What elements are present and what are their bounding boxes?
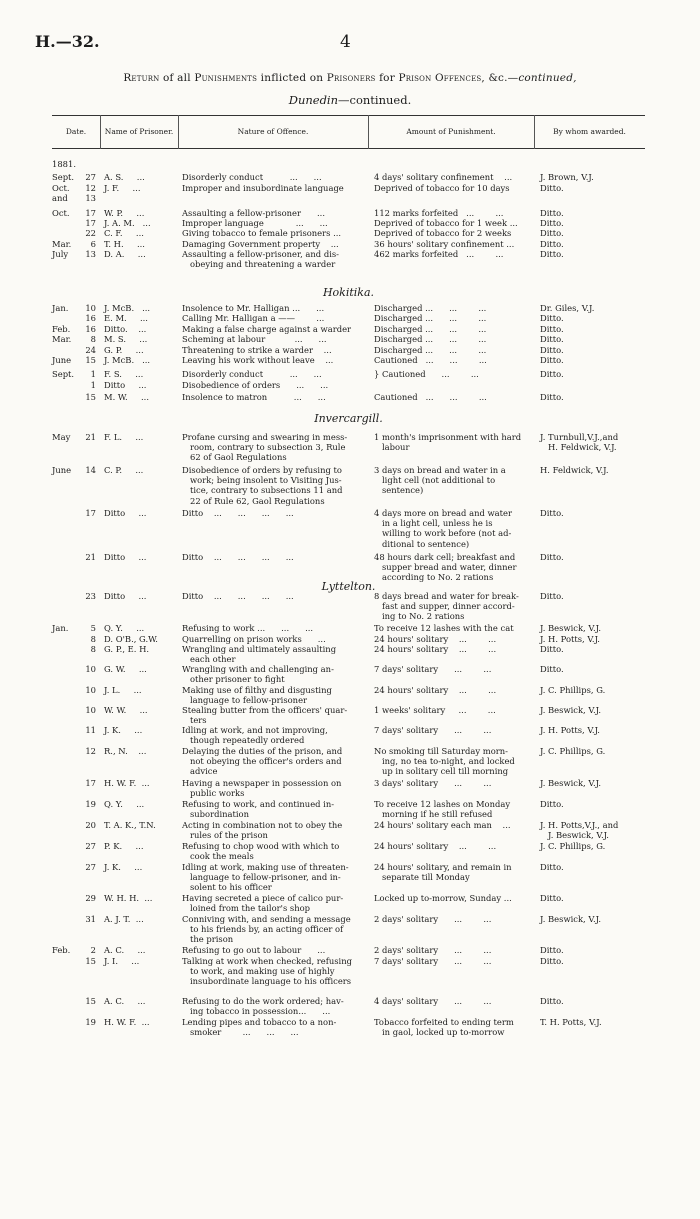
- subtitle-place: Dunedin: [288, 93, 339, 107]
- row-punishment: 48 hours dark cell; breakfast and supper bread and water, dinner according to No. 2 rations: [374, 552, 517, 583]
- row-punishment: Deprived of tobacco for 1 week ...: [374, 218, 518, 228]
- row-punishment: 1 month's imprisonment with hard labour: [374, 432, 522, 453]
- row-day: 17: [85, 508, 96, 518]
- row-prisoner: Q. Y. ...: [104, 799, 145, 809]
- row-prisoner: J. A. M. ...: [104, 218, 151, 228]
- row-punishment: Discharged ... ... ...: [374, 313, 487, 323]
- row-awarded-by: Ditto.: [540, 893, 564, 903]
- row-offence: Idling at work, and not improving, though repeatedly ordered: [182, 725, 328, 746]
- row-punishment: Tobacco forfeited to ending term in gaol, locked up to-morrow: [374, 1017, 514, 1038]
- row-prisoner: Ditto ...: [104, 380, 147, 390]
- row-month: Feb.: [52, 324, 71, 334]
- row-awarded-by: Ditto.: [540, 862, 564, 872]
- row-day: 19: [85, 799, 96, 809]
- row-prisoner: G. P. ...: [104, 345, 144, 355]
- row-punishment: 8 days bread and water for break- fast and supper, dinner accord- ing to No. 2 rations: [374, 591, 519, 622]
- row-offence: Assaulting a fellow-prisoner ...: [182, 208, 325, 218]
- row-punishment: To receive 12 lashes on Monday morning if he still refused: [374, 799, 511, 820]
- row-day: 5: [90, 623, 96, 633]
- title-text: , &c.—: [481, 72, 519, 84]
- row-offence: Making a false charge against a warder: [182, 324, 352, 334]
- row-awarded-by: Ditto.: [540, 218, 564, 228]
- row-month: Sept.: [52, 369, 75, 379]
- row-month: and: [52, 193, 68, 203]
- report-code: H.—32.: [35, 32, 100, 51]
- page-number: 4: [340, 32, 351, 52]
- row-day: 10: [85, 664, 96, 674]
- row-awarded-by: Ditto.: [540, 208, 564, 218]
- row-prisoner: G. P., E. H.: [104, 644, 150, 654]
- row-punishment: 36 hours' solitary confinement ...: [374, 239, 515, 249]
- row-awarded-by: J. Beswick, V.J.: [540, 914, 601, 924]
- row-offence: Disobedience of orders ... ...: [182, 380, 329, 390]
- row-day: 8: [90, 634, 96, 644]
- table-header: [52, 115, 645, 149]
- section-hokitika: Hokitika.: [322, 286, 375, 299]
- row-punishment: 24 hours' solitary ... ...: [374, 841, 497, 851]
- row-day: 17: [85, 778, 96, 788]
- row-day: 1: [90, 380, 96, 390]
- column-divider: [100, 115, 101, 149]
- row-awarded-by: J. H. Potts, V.J.: [540, 634, 600, 644]
- row-offence: Acting in combination not to obey the rules of the prison: [182, 820, 343, 841]
- row-punishment: } Cautioned ... ...: [374, 369, 479, 379]
- title-word: Punishments: [194, 72, 258, 84]
- row-day: 12: [85, 746, 96, 756]
- row-month: Sept.: [52, 172, 75, 182]
- row-awarded-by: J. H. Potts,V.J., and J. Beswick, V.J.: [540, 820, 619, 841]
- row-day: 8: [90, 644, 96, 654]
- row-offence: Improper and insubordinate language: [182, 183, 344, 193]
- row-prisoner: G. W. ...: [104, 664, 147, 674]
- row-punishment: 3 days' solitary ... ...: [374, 778, 492, 788]
- row-day: 13: [85, 193, 96, 203]
- row-awarded-by: Ditto.: [540, 369, 564, 379]
- row-awarded-by: J. Brown, V.J.: [540, 172, 594, 182]
- row-prisoner: J. K. ...: [104, 725, 143, 735]
- row-awarded-by: J. C. Phillips, G.: [540, 685, 606, 695]
- row-offence: Wrangling with and challenging an- other prisoner to fight: [182, 664, 334, 685]
- row-offence: Quarrelling on prison works ...: [182, 634, 326, 644]
- row-offence: Scheming at labour ... ...: [182, 334, 327, 344]
- row-punishment: Deprived of tobacco for 2 weeks: [374, 228, 512, 238]
- row-offence: Insolence to matron ... ...: [182, 392, 326, 402]
- row-month: Jan.: [52, 623, 69, 633]
- row-punishment: Discharged ... ... ...: [374, 334, 487, 344]
- row-offence: Improper language ... ...: [182, 218, 328, 228]
- row-day: 6: [90, 239, 96, 249]
- row-day: 19: [85, 1017, 96, 1027]
- column-divider: [178, 115, 179, 149]
- row-offence: Ditto ... ... ... ...: [182, 552, 294, 562]
- row-day: 15: [85, 355, 96, 365]
- row-day: 16: [85, 324, 96, 334]
- row-prisoner: H. W. F. ...: [104, 778, 150, 788]
- row-prisoner: D. O'B., G.W.: [104, 634, 158, 644]
- row-punishment: Discharged ... ... ...: [374, 345, 487, 355]
- row-offence: Damaging Government property ...: [182, 239, 339, 249]
- row-month: Oct.: [52, 183, 70, 193]
- subtitle-rest: —continued.: [338, 93, 412, 107]
- row-month: June: [52, 465, 72, 475]
- row-punishment: 4 days' solitary confinement ...: [374, 172, 513, 182]
- column-divider: [534, 115, 535, 149]
- row-awarded-by: J. C. Phillips, G.: [540, 746, 606, 756]
- row-month: Mar.: [52, 239, 72, 249]
- row-day: 21: [85, 432, 96, 442]
- row-awarded-by: Ditto.: [540, 799, 564, 809]
- col-awarded-by: By whom awarded.: [553, 126, 626, 136]
- row-offence: Making use of filthy and disgusting language to fellow-prisoner: [182, 685, 332, 706]
- row-offence: Leaving his work without leave ...: [182, 355, 334, 365]
- row-awarded-by: J. Turnbull,V.J.,and H. Feldwick, V.J.: [540, 432, 619, 453]
- row-offence: Lending pipes and tobacco to a non- smoker ... ... ...: [182, 1017, 337, 1038]
- col-date: Date.: [65, 126, 87, 136]
- row-awarded-by: Ditto.: [540, 644, 564, 654]
- row-punishment: 7 days' solitary ... ...: [374, 725, 492, 735]
- row-offence: Profane cursing and swearing in mess- room, contrary to subsection 3, Rule 62 of Gaol Regulations: [182, 432, 348, 463]
- row-awarded-by: J. H. Potts, V.J.: [540, 725, 600, 735]
- col-name: Name of Prisoner.: [104, 126, 174, 136]
- row-punishment: Deprived of tobacco for 10 days: [374, 183, 510, 193]
- row-prisoner: F. S. ...: [104, 369, 144, 379]
- row-day: 10: [85, 705, 96, 715]
- row-prisoner: D. A. ...: [104, 249, 146, 259]
- row-awarded-by: Ditto.: [540, 249, 564, 259]
- row-prisoner: A. C. ...: [104, 945, 146, 955]
- row-offence: Giving tobacco to female prisoners ...: [182, 228, 342, 238]
- row-day: 10: [85, 303, 96, 313]
- row-offence: Talking at work when checked, refusing to work, and making use of highly insubordinate language to his officers: [182, 956, 352, 987]
- row-offence: Refusing to do the work ordered; hav- ing tobacco in possession... ...: [182, 996, 344, 1017]
- row-awarded-by: Ditto.: [540, 324, 564, 334]
- row-punishment: 4 days more on bread and water in a light cell, unless he is willing to work before (not ad- ditional to sentence): [374, 508, 512, 549]
- row-offence: Insolence to Mr. Halligan ... ...: [182, 303, 325, 313]
- row-awarded-by: Ditto.: [540, 183, 564, 193]
- row-day: 14: [85, 465, 96, 475]
- row-month: July: [52, 249, 69, 259]
- row-awarded-by: J. C. Phillips, G.: [540, 841, 606, 851]
- row-offence: Ditto ... ... ... ...: [182, 591, 294, 601]
- row-day: 27: [85, 172, 96, 182]
- row-prisoner: F. L. ...: [104, 432, 144, 442]
- row-offence: Ditto ... ... ... ...: [182, 508, 294, 518]
- row-offence: Threatening to strike a warder ...: [182, 345, 332, 355]
- row-day: 2: [90, 945, 96, 955]
- row-day: 15: [85, 392, 96, 402]
- row-prisoner: W. W. ...: [104, 705, 148, 715]
- row-punishment: 2 days' solitary ... ...: [374, 945, 492, 955]
- row-offence: Conniving with, and sending a message to his friends by, an acting officer of the prison: [182, 914, 351, 945]
- row-month: Oct.: [52, 208, 70, 218]
- row-prisoner: A. C. ...: [104, 996, 146, 1006]
- row-awarded-by: Ditto.: [540, 508, 564, 518]
- row-punishment: 24 hours' solitary each man ...: [374, 820, 511, 830]
- row-punishment: Cautioned ... ... ...: [374, 392, 487, 402]
- row-prisoner: J. McB. ...: [104, 303, 151, 313]
- row-offence: Refusing to work, and continued in- subordination: [182, 799, 335, 820]
- row-punishment: To receive 12 lashes with the cat: [374, 623, 514, 633]
- row-punishment: 7 days' solitary ... ...: [374, 956, 492, 966]
- row-punishment: 24 hours' solitary ... ...: [374, 685, 497, 695]
- row-awarded-by: Ditto.: [540, 313, 564, 323]
- document-title: [40, 72, 660, 84]
- title-word: Prison Offences: [398, 72, 482, 84]
- row-day: 29: [85, 893, 96, 903]
- row-punishment: 4 days' solitary ... ...: [374, 996, 492, 1006]
- row-punishment: 7 days' solitary ... ...: [374, 664, 492, 674]
- row-punishment: Discharged ... ... ...: [374, 324, 487, 334]
- row-prisoner: M. S. ...: [104, 334, 148, 344]
- row-prisoner: T. H. ...: [104, 239, 145, 249]
- row-prisoner: Ditto ...: [104, 591, 147, 601]
- row-offence: Assaulting a fellow-prisoner, and dis- obeying and threatening a warder: [182, 249, 339, 270]
- row-prisoner: Ditto. ...: [104, 324, 147, 334]
- row-day: 31: [85, 914, 96, 924]
- row-awarded-by: Ditto.: [540, 228, 564, 238]
- row-punishment: No smoking till Saturday morn- ing, no tea to-night, and locked up in solitary cell till morning: [374, 746, 515, 777]
- row-month: May: [52, 432, 71, 442]
- row-awarded-by: Ditto.: [540, 591, 564, 601]
- title-continued: continued,: [518, 72, 577, 84]
- row-awarded-by: Ditto.: [540, 664, 564, 674]
- row-day: 10: [85, 685, 96, 695]
- row-punishment: Discharged ... ... ...: [374, 303, 487, 313]
- row-prisoner: J. I. ...: [104, 956, 140, 966]
- row-prisoner: H. W. F. ...: [104, 1017, 150, 1027]
- row-day: 21: [85, 552, 96, 562]
- row-month: Mar.: [52, 334, 72, 344]
- row-offence: Wrangling and ultimately assaulting each other: [182, 644, 337, 665]
- title-word: Return: [123, 72, 160, 84]
- row-day: 22: [85, 228, 96, 238]
- row-awarded-by: Ditto.: [540, 355, 564, 365]
- row-offence: Stealing butter from the officers' quar- ters: [182, 705, 348, 726]
- row-punishment: 112 marks forfeited ... ...: [374, 208, 504, 218]
- document-subtitle: [40, 93, 660, 107]
- row-offence: Having a newspaper in possession on public works: [182, 778, 342, 799]
- row-awarded-by: Ditto.: [540, 996, 564, 1006]
- row-day: 20: [85, 820, 96, 830]
- row-awarded-by: Ditto.: [540, 392, 564, 402]
- row-awarded-by: J. Beswick, V.J.: [540, 778, 601, 788]
- title-text: inflicted on: [257, 72, 327, 84]
- row-prisoner: T. A. K., T.N.: [104, 820, 156, 830]
- row-day: 27: [85, 841, 96, 851]
- row-prisoner: Ditto ...: [104, 552, 147, 562]
- row-awarded-by: Ditto.: [540, 334, 564, 344]
- row-prisoner: W. H. H. ...: [104, 893, 153, 903]
- row-awarded-by: J. Beswick, V.J.: [540, 623, 601, 633]
- row-awarded-by: Ditto.: [540, 239, 564, 249]
- row-punishment: 24 hours' solitary ... ...: [374, 644, 497, 654]
- row-prisoner: M. W. ...: [104, 392, 150, 402]
- row-offence: Having secreted a piece of calico pur- loined from the tailor's shop: [182, 893, 344, 914]
- row-offence: Idling at work, making use of threaten- language to fellow-prisoner, and in- solent to his officer: [182, 862, 349, 893]
- column-divider: [368, 115, 369, 149]
- row-prisoner: P. K. ...: [104, 841, 144, 851]
- row-punishment: 1 weeks' solitary ... ...: [374, 705, 496, 715]
- row-punishment: 24 hours' solitary, and remain in separate till Monday: [374, 862, 512, 883]
- row-punishment: 2 days' solitary ... ...: [374, 914, 492, 924]
- row-awarded-by: Ditto.: [540, 552, 564, 562]
- row-prisoner: J. K. ...: [104, 862, 143, 872]
- row-day: 12: [85, 183, 96, 193]
- row-day: 17: [85, 218, 96, 228]
- row-prisoner: J. F. ...: [104, 183, 141, 193]
- row-day: 17: [85, 208, 96, 218]
- row-day: 8: [90, 334, 96, 344]
- row-offence: Refusing to chop wood with which to cook the meals: [182, 841, 340, 862]
- row-prisoner: C. F. ...: [104, 228, 144, 238]
- row-awarded-by: Ditto.: [540, 945, 564, 955]
- row-punishment: 3 days on bread and water in a light cell (not additional to sentence): [374, 465, 506, 496]
- row-punishment: Locked up to-morrow, Sunday ...: [374, 893, 512, 903]
- row-day: 24: [85, 345, 96, 355]
- row-offence: Refusing to go out to labour ...: [182, 945, 326, 955]
- row-day: 15: [85, 996, 96, 1006]
- row-awarded-by: H. Feldwick, V.J.: [540, 465, 609, 475]
- page-header: [0, 32, 700, 56]
- row-punishment: 24 hours' solitary ... ...: [374, 634, 497, 644]
- row-punishment: Cautioned ... ... ...: [374, 355, 487, 365]
- row-day: 16: [85, 313, 96, 323]
- row-month: June: [52, 355, 72, 365]
- year-label: 1881.: [52, 159, 76, 169]
- row-day: 1: [90, 369, 96, 379]
- row-day: 23: [85, 591, 96, 601]
- col-offence: Nature of Offence.: [237, 126, 309, 136]
- row-month: Jan.: [52, 303, 69, 313]
- row-prisoner: J. McB. ...: [104, 355, 151, 365]
- col-amount: Amount of Punishment.: [406, 126, 496, 136]
- section-invercargill: Invercargill.: [314, 412, 383, 425]
- row-day: 13: [85, 249, 96, 259]
- row-prisoner: W. P. ...: [104, 208, 145, 218]
- section-lyttelton: Lyttelton.: [321, 580, 376, 593]
- row-awarded-by: T. H. Potts, V.J.: [540, 1017, 602, 1027]
- row-offence: Calling Mr. Halligan a —— ...: [182, 313, 325, 323]
- row-prisoner: R., N. ...: [104, 746, 147, 756]
- row-offence: Delaying the duties of the prison, and not obeying the officer's orders and advice: [182, 746, 343, 777]
- row-awarded-by: Dr. Giles, V.J.: [540, 303, 595, 313]
- row-offence: Refusing to work ... ... ...: [182, 623, 314, 633]
- title-text: of all: [159, 72, 195, 84]
- row-prisoner: A. J. T. ...: [104, 914, 144, 924]
- row-offence: Disorderly conduct ... ...: [182, 172, 322, 182]
- row-awarded-by: Ditto.: [540, 345, 564, 355]
- punishment-table: [52, 115, 645, 149]
- row-day: 27: [85, 862, 96, 872]
- row-punishment: 462 marks forfeited ... ...: [374, 249, 504, 259]
- row-prisoner: A. S. ...: [104, 172, 145, 182]
- row-prisoner: C. P. ...: [104, 465, 144, 475]
- row-prisoner: J. L. ...: [104, 685, 142, 695]
- row-prisoner: E. M. ...: [104, 313, 148, 323]
- row-prisoner: Ditto ...: [104, 508, 147, 518]
- row-offence: Disorderly conduct ... ...: [182, 369, 322, 379]
- row-offence: Disobedience of orders by refusing to work; being insolent to Visiting Jus- tice, contrary to subsections 11 and 22 of Rule 62, Gaol Regulations: [182, 465, 343, 506]
- row-awarded-by: J. Beswick, V.J.: [540, 705, 601, 715]
- row-day: 11: [85, 725, 96, 735]
- title-word: Prisoners: [326, 72, 376, 84]
- title-text: for: [375, 72, 399, 84]
- row-prisoner: Q. Y. ...: [104, 623, 145, 633]
- row-day: 15: [85, 956, 96, 966]
- row-awarded-by: Ditto.: [540, 956, 564, 966]
- row-month: Feb.: [52, 945, 71, 955]
